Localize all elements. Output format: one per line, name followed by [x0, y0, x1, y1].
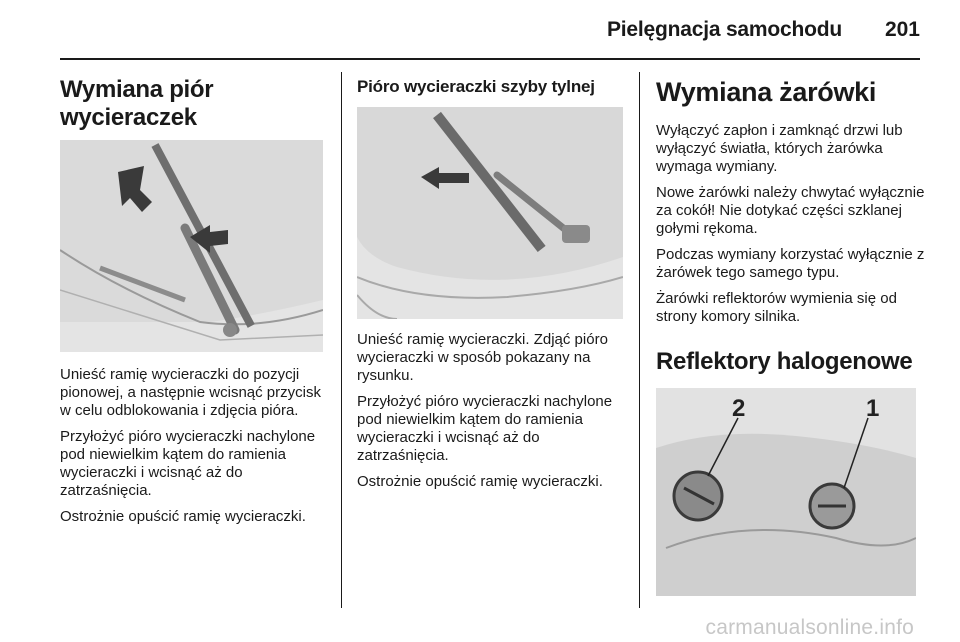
- middle-paragraph-2: Przyłożyć pióro wycieraczki nachylone pod niewielkim kątem do ramienia wycieraczki i wcisnąć aż do zatrzaśnięcia.: [357, 393, 613, 464]
- callout-label-1: 1: [866, 395, 880, 422]
- middle-paragraph-3: Ostrożnie opuścić ramię wycieraczki.: [357, 473, 603, 490]
- front-wiper-illustration: [60, 140, 323, 352]
- callout-label-2: 2: [732, 395, 746, 422]
- rear-wiper-heading: Pióro wycieraczki szyby tylnej: [357, 77, 595, 96]
- headlight-illustration: [656, 388, 916, 596]
- middle-paragraph-1: Unieść ramię wycieraczki. Zdjąć pióro wycieraczki w sposób pokazany na rysunku.: [357, 331, 608, 384]
- right-paragraph-4: Żarówki reflektorów wymienia się od strony komory silnika.: [656, 290, 897, 325]
- wiper-blade-heading: Wymiana piór wycieraczek: [60, 76, 214, 131]
- left-column: [60, 76, 330, 534]
- left-paragraph-3: Ostrożnie opuścić ramię wycieraczki.: [60, 508, 306, 525]
- page-number: 201: [884, 18, 920, 41]
- column-divider-right: [639, 72, 640, 608]
- right-paragraph-2: Nowe żarówki należy chwytać wyłącznie za cokół! Nie dotykać części szklanej gołymi rękoma.: [656, 184, 925, 237]
- wiper-pivot: [223, 323, 237, 337]
- footer-watermark: carmanualsonline.info: [705, 616, 914, 639]
- header-title: Pielęgnacja samochodu: [606, 18, 842, 41]
- header-rule: [60, 58, 920, 60]
- wiper-pivot: [562, 225, 590, 243]
- left-paragraph-1: Unieść ramię wycieraczki do pozycji pionowej, a następnie wcisnąć przycisk w celu odblokowania i zdjęcia pióra.: [60, 366, 321, 419]
- halogen-headlights-heading: Reflektory halogenowe: [656, 348, 913, 375]
- right-column: [656, 76, 926, 596]
- right-paragraph-3: Podczas wymiany korzystać wyłącznie z żarówek tego samego typu.: [656, 246, 925, 281]
- column-divider-left: [341, 72, 342, 608]
- left-paragraph-2: Przyłożyć pióro wycieraczki nachylone pod niewielkim kątem do ramienia wycieraczki i wcisnąć aż do zatrzaśnięcia.: [60, 428, 316, 499]
- rear-wiper-illustration: [357, 107, 623, 319]
- middle-column: [357, 76, 625, 499]
- right-paragraph-1: Wyłączyć zapłon i zamknąć drzwi lub wyłączyć światła, których żarówka wymaga wymiany.: [656, 122, 903, 175]
- windshield-glass: [60, 140, 323, 322]
- rear-window: [357, 107, 623, 280]
- bulb-replacement-heading: Wymiana żarówki: [656, 77, 877, 107]
